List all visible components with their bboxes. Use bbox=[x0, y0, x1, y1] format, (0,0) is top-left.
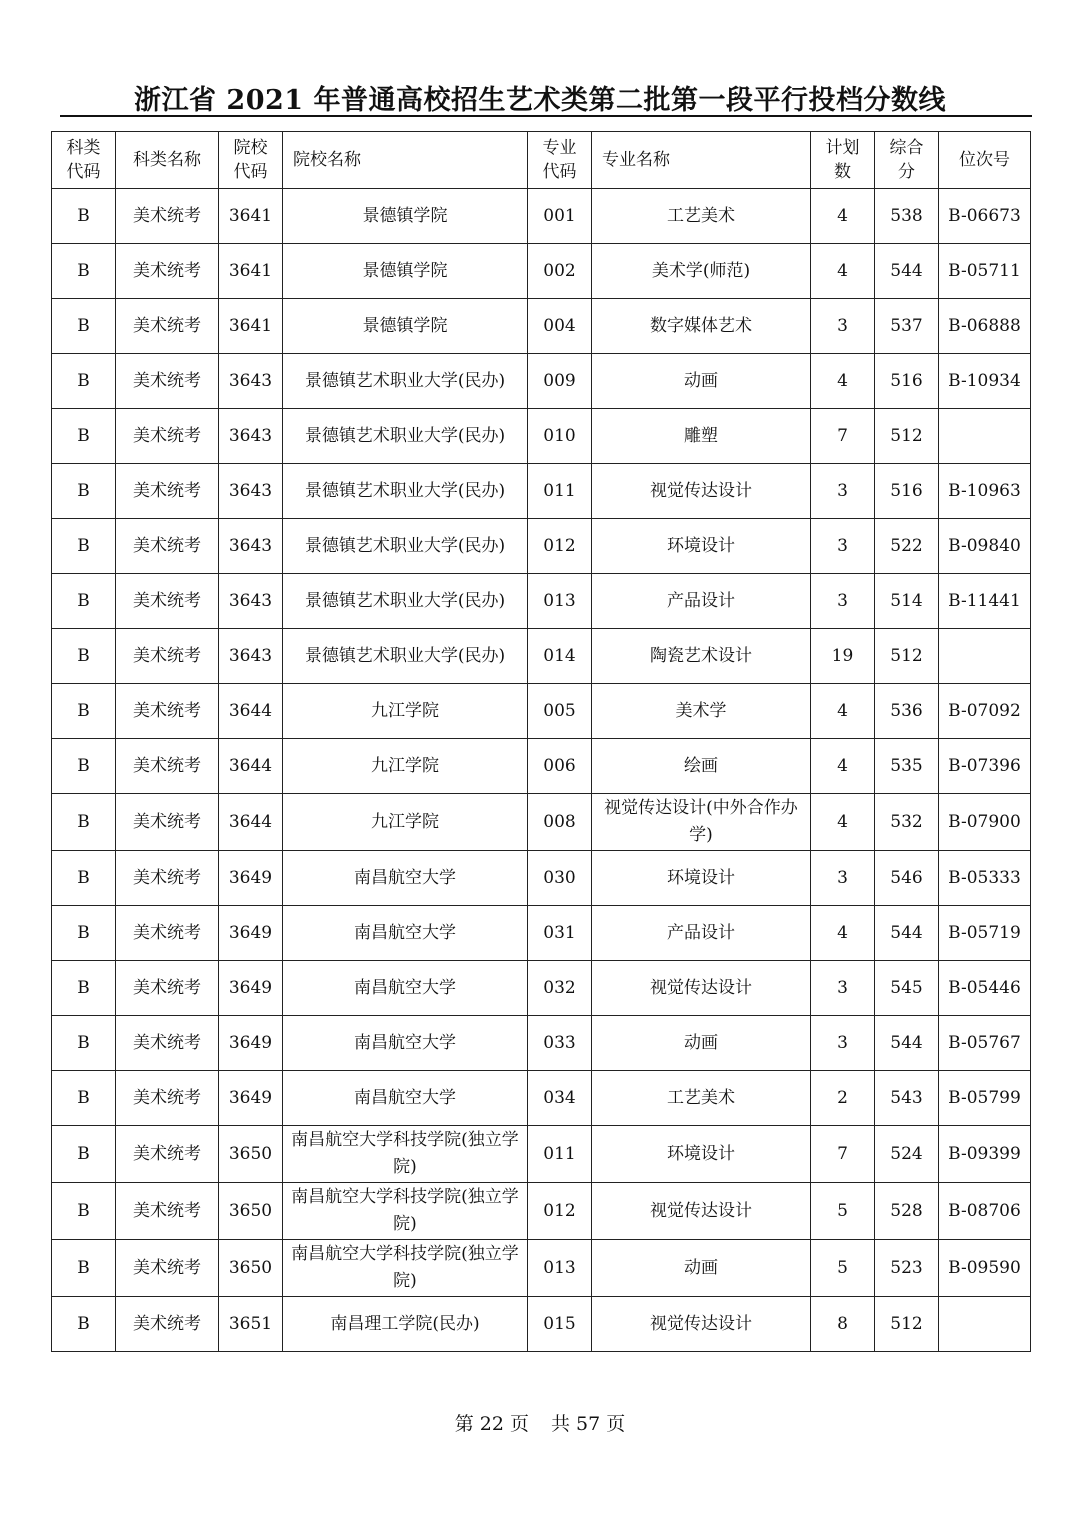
cell-school-name: 景德镇艺术职业大学(民办) bbox=[283, 354, 528, 409]
cell-score: 538 bbox=[875, 189, 939, 244]
table-row bbox=[52, 574, 1031, 629]
page-number: 第 22 页 bbox=[454, 1413, 529, 1435]
cell-category-name: 美术统考 bbox=[116, 1297, 219, 1352]
table-row bbox=[52, 684, 1031, 739]
table-row bbox=[52, 299, 1031, 354]
table-row bbox=[52, 851, 1031, 906]
header-category-code-text: 科类 代码 bbox=[66, 138, 101, 182]
cell-score: 544 bbox=[875, 1016, 939, 1071]
cell-rank: B-07092 bbox=[939, 684, 1031, 739]
cell-category-name: 美术统考 bbox=[116, 684, 219, 739]
cell-category-code: B bbox=[52, 1016, 116, 1071]
cell-major-code: 011 bbox=[528, 464, 592, 519]
cell-category-code: B bbox=[52, 961, 116, 1016]
cell-major-name: 数字媒体艺术 bbox=[592, 299, 811, 354]
cell-rank: B-05719 bbox=[939, 906, 1031, 961]
cell-school-code: 3644 bbox=[219, 794, 283, 851]
cell-school-code: 3649 bbox=[219, 1071, 283, 1126]
cell-rank: B-09399 bbox=[939, 1126, 1031, 1183]
cell-school-name: 南昌航空大学 bbox=[283, 1016, 528, 1071]
table-row bbox=[52, 906, 1031, 961]
cell-category-code: B bbox=[52, 574, 116, 629]
cell-school-name: 九江学院 bbox=[283, 684, 528, 739]
cell-plan: 3 bbox=[811, 519, 875, 574]
cell-major-name: 视觉传达设计(中外合作办学) bbox=[592, 794, 811, 851]
cell-rank: B-05799 bbox=[939, 1071, 1031, 1126]
cell-category-name: 美术统考 bbox=[116, 794, 219, 851]
cell-rank: B-05333 bbox=[939, 851, 1031, 906]
cell-school-name: 景德镇艺术职业大学(民办) bbox=[283, 519, 528, 574]
cell-category-name: 美术统考 bbox=[116, 1183, 219, 1240]
cell-major-code: 014 bbox=[528, 629, 592, 684]
cell-plan: 7 bbox=[811, 409, 875, 464]
cell-category-name: 美术统考 bbox=[116, 189, 219, 244]
cell-major-code: 006 bbox=[528, 739, 592, 794]
cell-rank: B-05446 bbox=[939, 961, 1031, 1016]
cell-category-name: 美术统考 bbox=[116, 299, 219, 354]
cell-rank bbox=[939, 629, 1031, 684]
cell-plan: 5 bbox=[811, 1183, 875, 1240]
cell-score: 522 bbox=[875, 519, 939, 574]
cell-plan: 3 bbox=[811, 961, 875, 1016]
table-row bbox=[52, 1071, 1031, 1126]
cell-plan: 4 bbox=[811, 739, 875, 794]
cell-category-name: 美术统考 bbox=[116, 739, 219, 794]
cell-school-name: 南昌航空大学 bbox=[283, 906, 528, 961]
cell-category-code: B bbox=[52, 851, 116, 906]
cell-category-code: B bbox=[52, 1183, 116, 1240]
cell-plan: 3 bbox=[811, 464, 875, 519]
cell-major-code: 034 bbox=[528, 1071, 592, 1126]
cell-category-code: B bbox=[52, 409, 116, 464]
cell-school-name: 景德镇艺术职业大学(民办) bbox=[283, 464, 528, 519]
table-row bbox=[52, 1183, 1031, 1240]
cell-major-code: 013 bbox=[528, 574, 592, 629]
cell-category-code: B bbox=[52, 519, 116, 574]
table-row bbox=[52, 189, 1031, 244]
cell-school-name: 景德镇学院 bbox=[283, 244, 528, 299]
cell-school-code: 3643 bbox=[219, 464, 283, 519]
cell-major-name: 动画 bbox=[592, 354, 811, 409]
cell-category-name: 美术统考 bbox=[116, 851, 219, 906]
cell-score: 512 bbox=[875, 629, 939, 684]
cell-school-code: 3643 bbox=[219, 574, 283, 629]
header-category-code bbox=[52, 132, 116, 189]
cell-major-code: 030 bbox=[528, 851, 592, 906]
cell-major-code: 002 bbox=[528, 244, 592, 299]
cell-category-name: 美术统考 bbox=[116, 1126, 219, 1183]
cell-category-code: B bbox=[52, 794, 116, 851]
cell-major-name: 陶瓷艺术设计 bbox=[592, 629, 811, 684]
cell-major-name: 产品设计 bbox=[592, 574, 811, 629]
cell-score: 516 bbox=[875, 354, 939, 409]
cell-plan: 3 bbox=[811, 1016, 875, 1071]
header-score bbox=[875, 132, 939, 189]
cell-school-name: 九江学院 bbox=[283, 794, 528, 851]
cell-category-name: 美术统考 bbox=[116, 244, 219, 299]
cell-category-code: B bbox=[52, 189, 116, 244]
header-school-code-text: 院校 代码 bbox=[233, 138, 268, 182]
cell-major-code: 010 bbox=[528, 409, 592, 464]
cell-score: 532 bbox=[875, 794, 939, 851]
cell-major-code: 012 bbox=[528, 1183, 592, 1240]
cell-major-name: 视觉传达设计 bbox=[592, 1297, 811, 1352]
cell-school-name: 南昌航空大学 bbox=[283, 851, 528, 906]
cell-category-code: B bbox=[52, 464, 116, 519]
cell-school-code: 3649 bbox=[219, 961, 283, 1016]
header-rank: 位次号 bbox=[939, 132, 1031, 189]
cell-school-code: 3649 bbox=[219, 851, 283, 906]
cell-major-name: 产品设计 bbox=[592, 906, 811, 961]
cell-category-name: 美术统考 bbox=[116, 464, 219, 519]
cell-score: 512 bbox=[875, 409, 939, 464]
cell-rank: B-08706 bbox=[939, 1183, 1031, 1240]
header-category-name: 科类名称 bbox=[116, 132, 219, 189]
table-row bbox=[52, 1016, 1031, 1071]
cell-school-code: 3641 bbox=[219, 299, 283, 354]
cell-school-name: 南昌航空大学 bbox=[283, 1071, 528, 1126]
cell-score: 512 bbox=[875, 1297, 939, 1352]
cell-score: 528 bbox=[875, 1183, 939, 1240]
cell-rank: B-10963 bbox=[939, 464, 1031, 519]
cell-score: 514 bbox=[875, 574, 939, 629]
cell-plan: 4 bbox=[811, 906, 875, 961]
cell-major-name: 动画 bbox=[592, 1240, 811, 1297]
cell-major-code: 031 bbox=[528, 906, 592, 961]
cell-major-code: 015 bbox=[528, 1297, 592, 1352]
cell-major-name: 美术学 bbox=[592, 684, 811, 739]
cell-major-name: 动画 bbox=[592, 1016, 811, 1071]
cell-score: 524 bbox=[875, 1126, 939, 1183]
cell-rank: B-09590 bbox=[939, 1240, 1031, 1297]
header-school-code bbox=[219, 132, 283, 189]
cell-school-code: 3641 bbox=[219, 189, 283, 244]
cell-category-name: 美术统考 bbox=[116, 409, 219, 464]
header-school-name: 院校名称 bbox=[283, 132, 528, 189]
cell-major-code: 009 bbox=[528, 354, 592, 409]
header-major-code-text: 专业 代码 bbox=[542, 138, 577, 182]
table-row bbox=[52, 961, 1031, 1016]
cell-major-name: 环境设计 bbox=[592, 519, 811, 574]
cell-category-name: 美术统考 bbox=[116, 961, 219, 1016]
cell-plan: 19 bbox=[811, 629, 875, 684]
cell-school-code: 3641 bbox=[219, 244, 283, 299]
cell-score: 545 bbox=[875, 961, 939, 1016]
cell-rank: B-07396 bbox=[939, 739, 1031, 794]
cell-school-name: 南昌航空大学科技学院(独立学院) bbox=[283, 1183, 528, 1240]
cell-school-code: 3644 bbox=[219, 739, 283, 794]
cell-rank: B-06673 bbox=[939, 189, 1031, 244]
cell-score: 543 bbox=[875, 1071, 939, 1126]
cell-category-code: B bbox=[52, 629, 116, 684]
cell-score: 537 bbox=[875, 299, 939, 354]
table-row bbox=[52, 1297, 1031, 1352]
cell-major-name: 环境设计 bbox=[592, 851, 811, 906]
cell-category-code: B bbox=[52, 299, 116, 354]
cell-major-code: 012 bbox=[528, 519, 592, 574]
cell-school-code: 3650 bbox=[219, 1183, 283, 1240]
cell-major-code: 013 bbox=[528, 1240, 592, 1297]
cell-score: 544 bbox=[875, 244, 939, 299]
cell-score: 523 bbox=[875, 1240, 939, 1297]
cell-major-name: 美术学(师范) bbox=[592, 244, 811, 299]
table-row bbox=[52, 629, 1031, 684]
cell-plan: 2 bbox=[811, 1071, 875, 1126]
cell-rank: B-07900 bbox=[939, 794, 1031, 851]
cell-category-name: 美术统考 bbox=[116, 906, 219, 961]
cell-rank: B-05767 bbox=[939, 1016, 1031, 1071]
cell-category-code: B bbox=[52, 1126, 116, 1183]
header-plan-text: 计划 数 bbox=[825, 138, 860, 182]
table-row bbox=[52, 244, 1031, 299]
table-row bbox=[52, 739, 1031, 794]
cell-school-code: 3643 bbox=[219, 354, 283, 409]
cell-rank: B-10934 bbox=[939, 354, 1031, 409]
cell-plan: 7 bbox=[811, 1126, 875, 1183]
table-row bbox=[52, 409, 1031, 464]
cell-major-name: 工艺美术 bbox=[592, 189, 811, 244]
cell-rank: B-06888 bbox=[939, 299, 1031, 354]
cell-school-name: 景德镇艺术职业大学(民办) bbox=[283, 409, 528, 464]
cell-category-name: 美术统考 bbox=[116, 1016, 219, 1071]
cell-rank: B-05711 bbox=[939, 244, 1031, 299]
table-body bbox=[52, 189, 1031, 1352]
cell-school-code: 3643 bbox=[219, 409, 283, 464]
cell-plan: 3 bbox=[811, 574, 875, 629]
table-row bbox=[52, 464, 1031, 519]
cell-school-name: 南昌航空大学科技学院(独立学院) bbox=[283, 1240, 528, 1297]
cell-score: 544 bbox=[875, 906, 939, 961]
cell-school-name: 景德镇艺术职业大学(民办) bbox=[283, 574, 528, 629]
header-score-text: 综合 分 bbox=[889, 138, 924, 182]
cell-score: 536 bbox=[875, 684, 939, 739]
cell-category-code: B bbox=[52, 1071, 116, 1126]
cell-category-name: 美术统考 bbox=[116, 1240, 219, 1297]
cell-score: 546 bbox=[875, 851, 939, 906]
cell-school-name: 九江学院 bbox=[283, 739, 528, 794]
cell-plan: 8 bbox=[811, 1297, 875, 1352]
title-underline bbox=[60, 115, 1032, 117]
cell-category-name: 美术统考 bbox=[116, 354, 219, 409]
admission-score-table bbox=[51, 131, 1031, 1352]
table-row bbox=[52, 354, 1031, 409]
page-footer bbox=[0, 1409, 1080, 1436]
cell-plan: 4 bbox=[811, 684, 875, 739]
cell-category-code: B bbox=[52, 244, 116, 299]
cell-plan: 4 bbox=[811, 189, 875, 244]
cell-school-code: 3649 bbox=[219, 906, 283, 961]
cell-category-code: B bbox=[52, 684, 116, 739]
cell-category-code: B bbox=[52, 1297, 116, 1352]
cell-school-name: 景德镇艺术职业大学(民办) bbox=[283, 629, 528, 684]
cell-major-code: 005 bbox=[528, 684, 592, 739]
cell-plan: 3 bbox=[811, 299, 875, 354]
cell-school-code: 3643 bbox=[219, 519, 283, 574]
cell-category-name: 美术统考 bbox=[116, 1071, 219, 1126]
cell-major-code: 032 bbox=[528, 961, 592, 1016]
header-major-name: 专业名称 bbox=[592, 132, 811, 189]
cell-school-code: 3650 bbox=[219, 1126, 283, 1183]
cell-category-code: B bbox=[52, 739, 116, 794]
page-total: 共 57 页 bbox=[551, 1413, 626, 1435]
cell-major-name: 视觉传达设计 bbox=[592, 464, 811, 519]
table-row bbox=[52, 1126, 1031, 1183]
cell-school-code: 3643 bbox=[219, 629, 283, 684]
cell-plan: 5 bbox=[811, 1240, 875, 1297]
cell-plan: 3 bbox=[811, 851, 875, 906]
page-title: 浙江省 2021 年普通高校招生艺术类第二批第一段平行投档分数线 bbox=[134, 85, 946, 116]
cell-major-name: 雕塑 bbox=[592, 409, 811, 464]
cell-major-code: 001 bbox=[528, 189, 592, 244]
cell-category-name: 美术统考 bbox=[116, 519, 219, 574]
cell-category-name: 美术统考 bbox=[116, 574, 219, 629]
cell-major-name: 视觉传达设计 bbox=[592, 1183, 811, 1240]
cell-major-name: 绘画 bbox=[592, 739, 811, 794]
cell-rank bbox=[939, 1297, 1031, 1352]
cell-category-code: B bbox=[52, 354, 116, 409]
cell-major-code: 004 bbox=[528, 299, 592, 354]
cell-school-name: 南昌理工学院(民办) bbox=[283, 1297, 528, 1352]
cell-major-code: 011 bbox=[528, 1126, 592, 1183]
cell-school-name: 南昌航空大学 bbox=[283, 961, 528, 1016]
table-row bbox=[52, 1240, 1031, 1297]
cell-school-name: 景德镇学院 bbox=[283, 299, 528, 354]
header-plan bbox=[811, 132, 875, 189]
cell-major-name: 视觉传达设计 bbox=[592, 961, 811, 1016]
table-header-row bbox=[52, 132, 1031, 189]
cell-school-code: 3649 bbox=[219, 1016, 283, 1071]
cell-school-name: 南昌航空大学科技学院(独立学院) bbox=[283, 1126, 528, 1183]
cell-major-name: 工艺美术 bbox=[592, 1071, 811, 1126]
cell-major-code: 033 bbox=[528, 1016, 592, 1071]
cell-plan: 4 bbox=[811, 244, 875, 299]
table-row bbox=[52, 519, 1031, 574]
cell-plan: 4 bbox=[811, 794, 875, 851]
cell-school-code: 3650 bbox=[219, 1240, 283, 1297]
cell-rank: B-11441 bbox=[939, 574, 1031, 629]
header-major-code bbox=[528, 132, 592, 189]
cell-school-code: 3644 bbox=[219, 684, 283, 739]
cell-plan: 4 bbox=[811, 354, 875, 409]
cell-major-code: 008 bbox=[528, 794, 592, 851]
cell-category-code: B bbox=[52, 906, 116, 961]
cell-score: 535 bbox=[875, 739, 939, 794]
cell-rank bbox=[939, 409, 1031, 464]
cell-category-name: 美术统考 bbox=[116, 629, 219, 684]
cell-score: 516 bbox=[875, 464, 939, 519]
table-row bbox=[52, 794, 1031, 851]
cell-category-code: B bbox=[52, 1240, 116, 1297]
cell-rank: B-09840 bbox=[939, 519, 1031, 574]
cell-school-code: 3651 bbox=[219, 1297, 283, 1352]
cell-major-name: 环境设计 bbox=[592, 1126, 811, 1183]
cell-school-name: 景德镇学院 bbox=[283, 189, 528, 244]
